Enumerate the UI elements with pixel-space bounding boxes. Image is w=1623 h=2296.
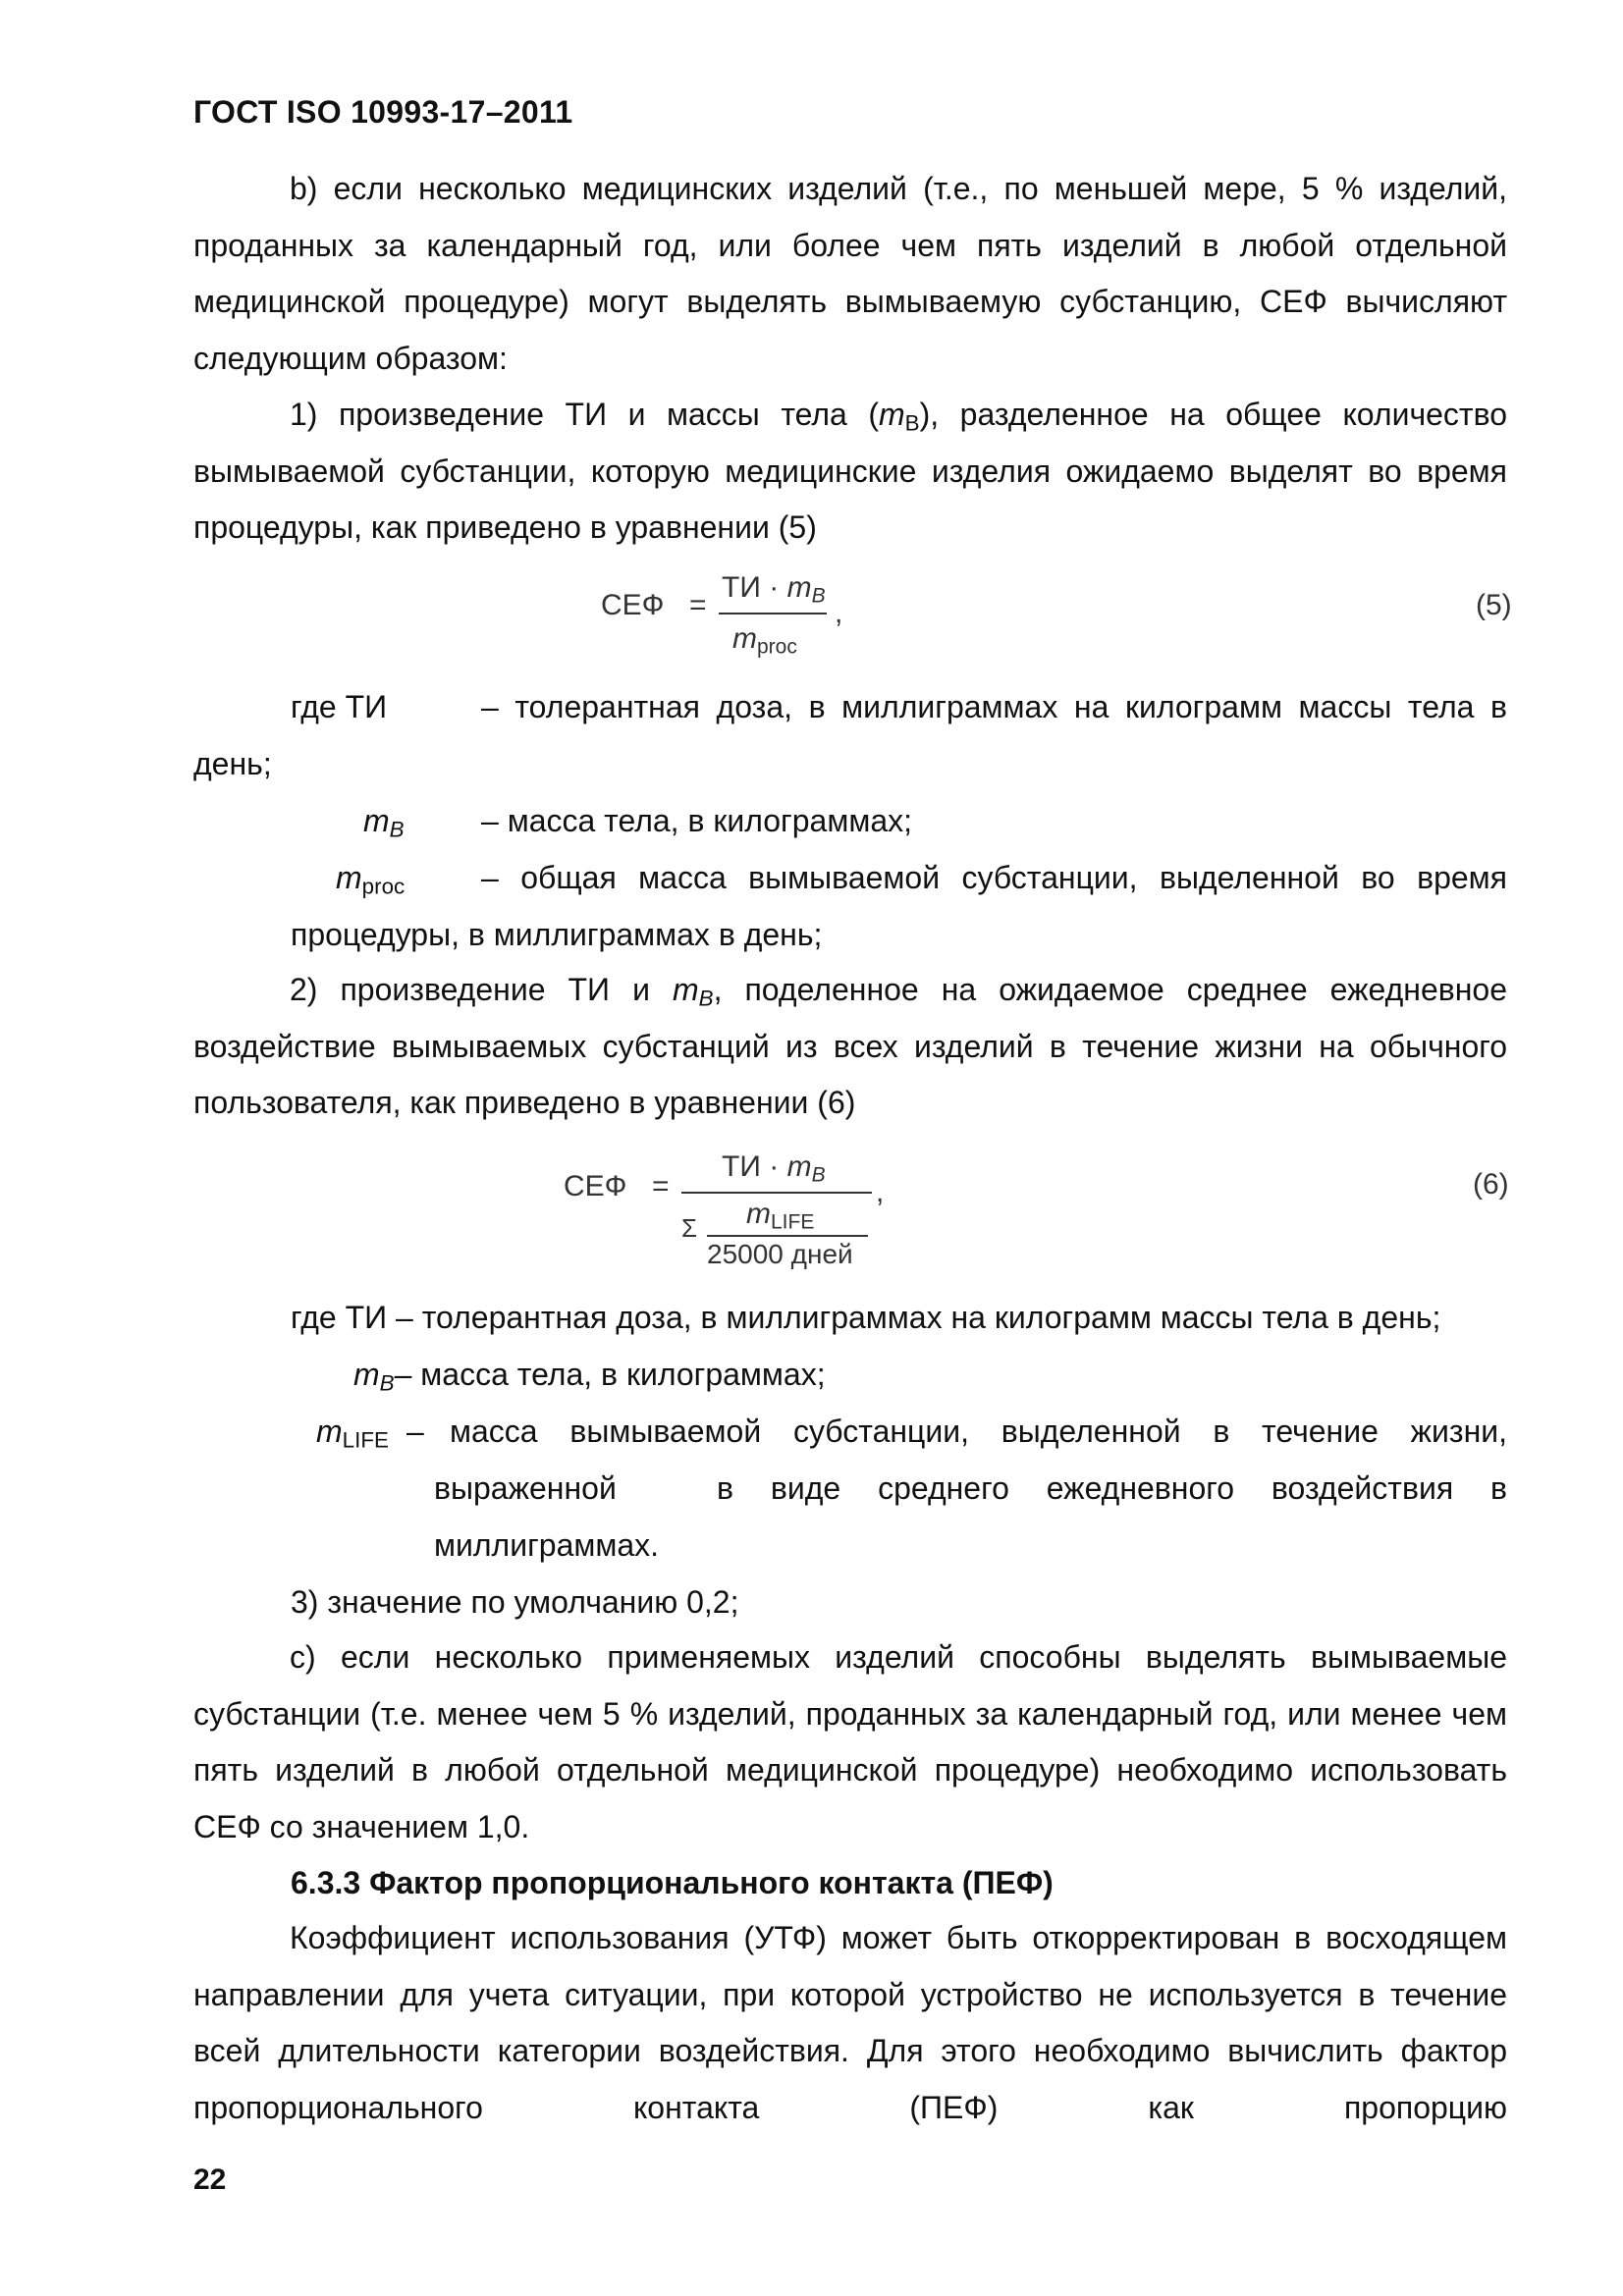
- page-number: 22: [193, 2163, 227, 2196]
- eq6-inner-numerator: $m_{LIFE}$: [746, 1198, 815, 1234]
- eq5-denominator: $m_{proc}$: [732, 622, 797, 659]
- eq5-numerator: ТИ · $m_B$: [722, 571, 826, 608]
- eq6-fraction-bar: [681, 1192, 872, 1194]
- paragraph-item-1: 1) произведение ТИ и массы тела $(m_B)$, разделенное на общее количество вымываемой субстанции, которую медицинские изделия ожидаемо выделят во время процедуры, как приведено в уравнении (5): [193, 397, 1508, 546]
- equation-number-5: (5): [1476, 589, 1512, 621]
- paragraph-pef: Коэффициент использования (УТФ) может быть откорректирован в восходящем направлении для учета ситуации, при которой устройство не используется в течение всей длительности категории воздействия. Для этого необходимо вычислить фактор пропорционального контакта (ПЕФ) как пропорцию: [193, 1920, 1507, 2125]
- sigma-symbol: Σ: [681, 1213, 698, 1243]
- equation-number-6: (6): [1473, 1168, 1509, 1201]
- paragraph-item-2: 2) произведение ТИ и $m_B$, поделенное на ожидаемое среднее ежедневное воздействие вымываемых субстанций из всех изделий в течение жизни на обычного пользователя, как приведено в уравнении (6): [193, 972, 1508, 1121]
- eq5-fraction-bar: [719, 613, 827, 614]
- paragraph-b: b) если несколько медицинских изделий (т.е., по меньшей мере, 5 % изделий, проданных за календарный год, или более чем пять изделий в любой отдельной медицинской процедуре) могут выделять вымываемую субстанцию, СЕФ вычисляют следующим образом:: [193, 171, 1507, 376]
- section-heading: 6.3.3 Фактор пропорционального контакта (ПЕФ): [291, 1865, 1054, 1900]
- eq6-inner-fraction-bar: [707, 1235, 868, 1237]
- document-header: ГОСТ ISO 10993-17–2011: [193, 94, 573, 130]
- document-page: ГОСТ ISO 10993-17–2011 b) если несколько медицинских изделий (т.е., по меньшей мере, 5 % изделий, проданных за календарный год, или более чем пять изделий в любой отдельной медицинской процедуре) могут выделять вымываемую субстанцию, СЕФ вычисляют следующим образом: 1) произведение ТИ и массы тела $(m_B)$, разделенное на общее количество вымываемой субстанции, которую медицинские изделия ожидаемо выделят во время процедуры, как приведено в уравнении (5) СЕФ = ТИ · $m_B$ $m_{proc}$ , (5) где ТИ – толерантная доза, в миллиграммах на килограмм массы тела в день; $m_B$ – масса тела, в килограммах; $m_{proc}$ – общая масса вымываемой субстанции, выделенной во время процедуры, в миллиграммах в день; 2) произведение ТИ и $m_B$, поделенное на ожидаемое среднее ежедневное воздействие вымываемых субстанций из всех изделий в течение жизни на обычного пользователя, как приведено в уравнении (6) СЕФ = ТИ · $m_B$ Σ $m_{LIFE}$ 25000 дней , (6) где ТИ – толерантная доза, в миллиграммах на килограмм массы тела в день; $m_B-$ масса тела, в килограммах; $m_{LIFE}$ – масса вымываемой субстанции, выделенной в течение жизни, выраженной в виде среднего ежедневного воздействия в миллиграммах. 3) значение по умолчанию 0,2; с) если несколько применяемых изделий способны выделять вымываемые субстанции (т.е. менее чем 5 % изделий, проданных за календарный год, или менее чем пять изделий в любой отдельной медицинской процедуре) необходимо использовать СЕФ со значением 1,0. 6.3.3 Фактор пропорционального контакта (ПЕФ) Коэффициент использования (УТФ) может быть откорректирован в восходящем направлении для учета ситуации, при которой устройство не используется в течение всей длительности категории воздействия. Для этого необходимо вычислить фактор пропорционального контакта (ПЕФ) как пропорцию 22: [193, 94, 1512, 2196]
- paragraph-item-3: 3) значение по умолчанию 0,2;: [291, 1584, 739, 1620]
- paragraph-c: с) если несколько применяемых изделий способны выделять вымываемые субстанции (т.е. менее чем 5 % изделий, проданных за календарный год, или менее чем пять изделий в любой отдельной медицинской процедуре) необходимо использовать СЕФ со значением 1,0.: [193, 1639, 1507, 1844]
- eq6-numerator: ТИ · $m_B$: [722, 1150, 826, 1187]
